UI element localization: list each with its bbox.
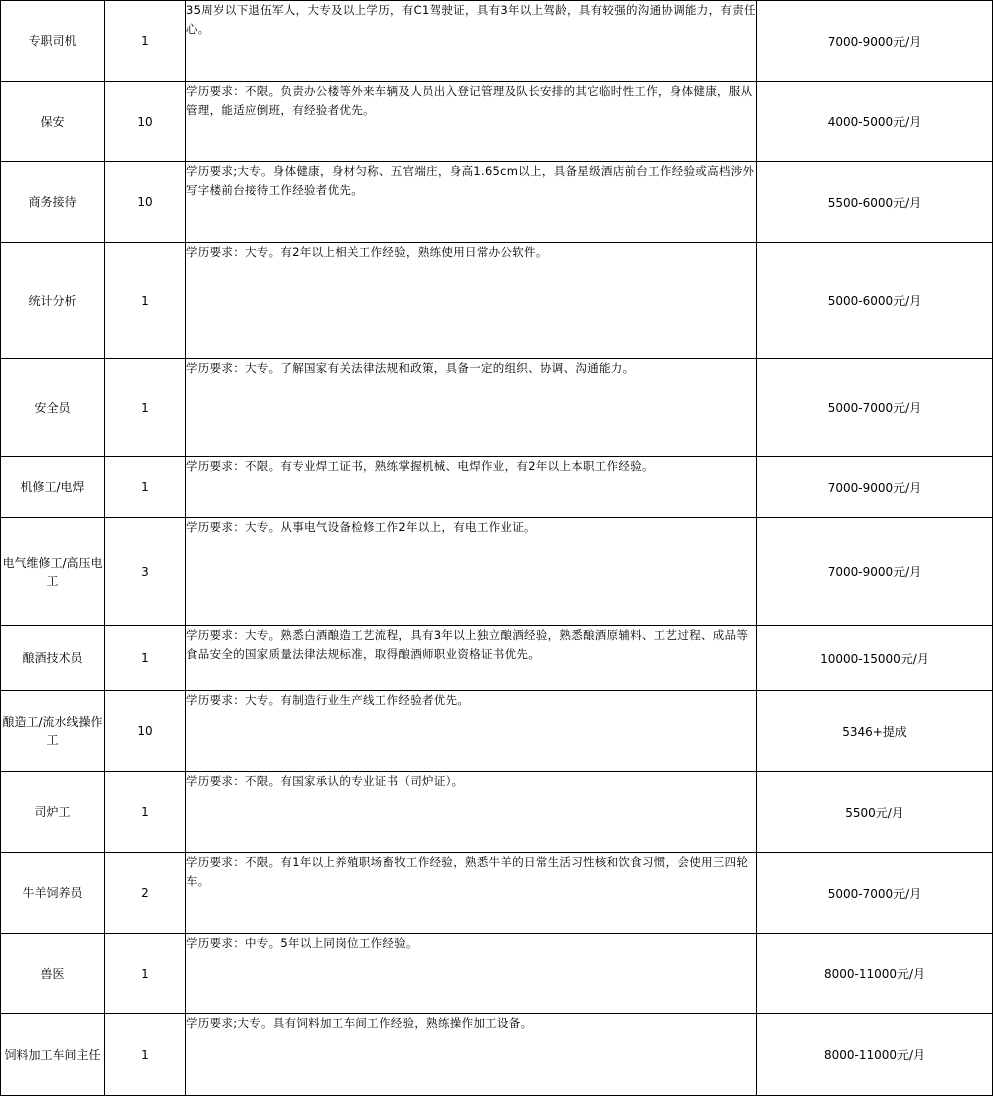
job-title: 安全员 <box>1 359 105 457</box>
job-title: 机修工/电焊 <box>1 457 105 518</box>
job-title: 酿造工/流水线操作工 <box>1 691 105 772</box>
salary: 4000-5000元/月 <box>757 82 993 162</box>
salary: 5500-6000元/月 <box>757 162 993 243</box>
job-requirements: 学历要求：大专。从事电气设备检修工作2年以上，有电工作业证。 <box>186 518 757 626</box>
job-requirements: 学历要求;大专。具有饲料加工车间工作经验，熟练操作加工设备。 <box>186 1014 757 1096</box>
headcount: 1 <box>105 1014 186 1096</box>
table-row <box>1 518 993 626</box>
table-row <box>1 1 993 82</box>
job-requirements: 学历要求;大专。身体健康，身材匀称、五官端庄，身高1.65cm以上，具备星级酒店前台工作经验或高档涉外写字楼前台接待工作经验者优先。 <box>186 162 757 243</box>
job-title: 统计分析 <box>1 243 105 359</box>
headcount: 1 <box>105 243 186 359</box>
salary: 8000-11000元/月 <box>757 1014 993 1096</box>
table-row <box>1 934 993 1014</box>
table-row <box>1 853 993 934</box>
job-requirements: 学历要求：大专。有制造行业生产线工作经验者优先。 <box>186 691 757 772</box>
job-requirements: 学历要求：不限。有国家承认的专业证书（司炉证）。 <box>186 772 757 853</box>
headcount: 1 <box>105 1 186 82</box>
job-title: 商务接待 <box>1 162 105 243</box>
job-title: 酿酒技术员 <box>1 626 105 691</box>
salary: 7000-9000元/月 <box>757 518 993 626</box>
table-row <box>1 359 993 457</box>
headcount: 1 <box>105 359 186 457</box>
job-requirements: 35周岁以下退伍军人，大专及以上学历，有C1驾驶证，具有3年以上驾龄，具有较强的沟通协调能力，有责任心。 <box>186 1 757 82</box>
job-title: 电气维修工/高压电工 <box>1 518 105 626</box>
salary: 5346+提成 <box>757 691 993 772</box>
job-requirements: 学历要求：大专。熟悉白酒酿造工艺流程，具有3年以上独立酿酒经验，熟悉酿酒原辅料、工艺过程、成品等食品安全的国家质量法律法规标准，取得酿酒师职业资格证书优先。 <box>186 626 757 691</box>
table-row <box>1 243 993 359</box>
job-requirements: 学历要求：不限。有1年以上养殖职场畜牧工作经验，熟悉牛羊的日常生活习性核和饮食习惯，会使用三四轮车。 <box>186 853 757 934</box>
job-title: 牛羊饲养员 <box>1 853 105 934</box>
job-requirements: 学历要求：不限。负责办公楼等外来车辆及人员出入登记管理及队长安排的其它临时性工作，身体健康，服从管理，能适应倒班，有经验者优先。 <box>186 82 757 162</box>
job-title: 保安 <box>1 82 105 162</box>
headcount: 2 <box>105 853 186 934</box>
headcount: 10 <box>105 691 186 772</box>
job-requirements: 学历要求：大专。了解国家有关法律法规和政策，具备一定的组织、协调、沟通能力。 <box>186 359 757 457</box>
salary: 10000-15000元/月 <box>757 626 993 691</box>
headcount: 1 <box>105 772 186 853</box>
salary: 5000-7000元/月 <box>757 853 993 934</box>
salary: 5000-6000元/月 <box>757 243 993 359</box>
headcount: 1 <box>105 934 186 1014</box>
headcount: 1 <box>105 626 186 691</box>
job-requirements: 学历要求：大专。有2年以上相关工作经验，熟练使用日常办公软件。 <box>186 243 757 359</box>
salary: 8000-11000元/月 <box>757 934 993 1014</box>
table-row <box>1 626 993 691</box>
table-row <box>1 772 993 853</box>
job-title: 司炉工 <box>1 772 105 853</box>
job-requirements: 学历要求：不限。有专业焊工证书，熟练掌握机械、电焊作业，有2年以上本职工作经验。 <box>186 457 757 518</box>
table-row <box>1 82 993 162</box>
table-row <box>1 457 993 518</box>
headcount: 1 <box>105 457 186 518</box>
salary: 5500元/月 <box>757 772 993 853</box>
job-title: 专职司机 <box>1 1 105 82</box>
salary: 5000-7000元/月 <box>757 359 993 457</box>
salary: 7000-9000元/月 <box>757 457 993 518</box>
job-title: 饲料加工车间主任 <box>1 1014 105 1096</box>
job-title: 兽医 <box>1 934 105 1014</box>
job-requirements: 学历要求：中专。5年以上同岗位工作经验。 <box>186 934 757 1014</box>
table-row <box>1 1014 993 1096</box>
headcount: 10 <box>105 162 186 243</box>
headcount: 10 <box>105 82 186 162</box>
table-row <box>1 691 993 772</box>
table-row <box>1 162 993 243</box>
headcount: 3 <box>105 518 186 626</box>
salary: 7000-9000元/月 <box>757 1 993 82</box>
